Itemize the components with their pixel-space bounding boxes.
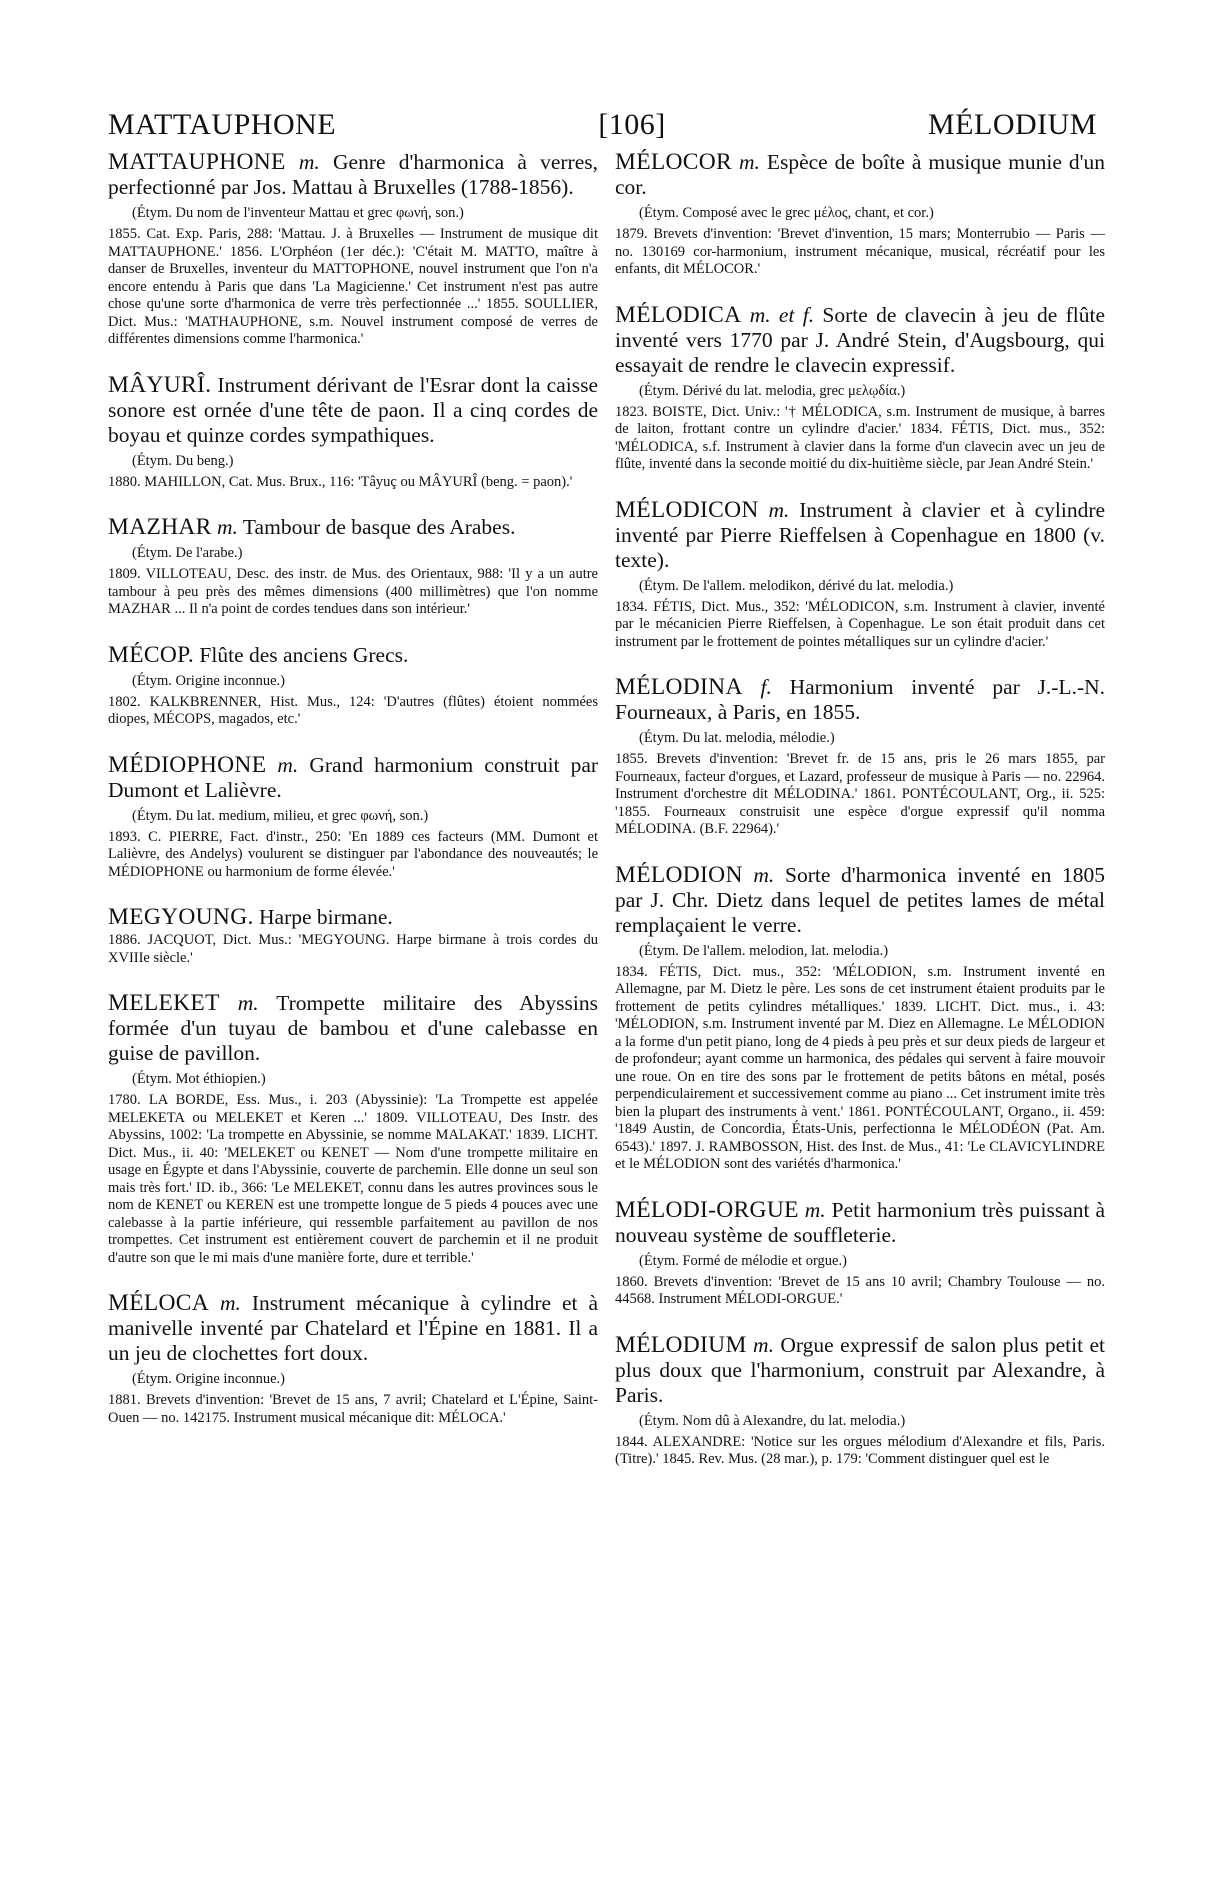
dictionary-entry xyxy=(108,150,598,349)
headword: MÉLODIUM xyxy=(615,1331,747,1358)
definition: Grand harmonium construit par Dumont et Lalièvre. xyxy=(108,752,599,802)
dictionary-entry xyxy=(108,753,598,882)
etymology: (Étym. De l'arabe.) xyxy=(132,545,243,561)
dictionary-entry xyxy=(615,303,1105,474)
etymology: (Étym. De l'allem. melodion, lat. melodia.) xyxy=(639,942,889,959)
headword-line xyxy=(615,1198,1105,1248)
citations: 1844. ALEXANDRE: 'Notice sur les orgues mélodium d'Alexandre et fils, Paris. (Titre).' 1845. Rev. Mus. (28 mar.), p. 179: 'Comment distinguer quel est le xyxy=(615,1433,1105,1467)
headword: MÉLODI-ORGUE xyxy=(615,1196,799,1223)
dictionary-entry xyxy=(108,1291,598,1427)
dictionary-entry xyxy=(615,1333,1105,1469)
citations: 1834. FÉTIS, Dict. mus., 352: 'MÉLODION, s.m. Instrument inventé en Allemagne, par M. Dietz le père. Les sons de cet instrument étaient produits par le frottement de petits cylindres métalliques.' 1839. LICHT. Dict. mus., i. 43: 'MÉLODION, s.m. Instrument inventé par M. Diez en Allemagne. Le MÉLODION a la forme d'un petit piano, long de 4 pieds à peu près et sur deux pieds de largeur et de profondeur; ayant comme un harmonica, des pédales qui servent à faire mouvoir une roue. On en tire des sons par le frottement de petits bâtons en métal, posés perpendiculairement et successivement comme au piano ... Cet instrument imite très bien la plupart des instruments à vent.' 1861. PONTÉCOULANT, Organo., ii. 459: '1849 Austin, de Concordia, États-Unis, perfectionna le MÉLODÉON (Pat. Am. 6543).' 1897. J. RAMBOSSON, Hist. des Inst. de Mus., 41: 'Le CLAVICYLINDRE et le MÉLODION sont des variétés d'harmonica.' xyxy=(615,963,1105,1172)
headword: MÉLODICON xyxy=(615,496,759,523)
definition: Tambour de basque des Arabes. xyxy=(242,515,516,539)
running-head-right: MÉLODIUM xyxy=(928,108,1097,141)
headword-line xyxy=(108,991,598,1066)
headword-line xyxy=(108,1291,598,1366)
grammatical-label: m. et f. xyxy=(749,302,815,327)
headword: MÉLODION xyxy=(615,861,743,888)
citations: 1880. MAHILLON, Cat. Mus. Brux., 116: 'Tâyuç ou MÂYURÎ (beng. = paon).' xyxy=(108,473,573,490)
grammatical-label: m. xyxy=(277,752,299,777)
citations: 1855. Brevets d'invention: 'Brevet fr. de 15 ans, pris le 26 mars 1855, par Fourneaux, facteur d'orgues, et Lazard, professeur de musique à Paris — no. 22964. Instrument d'orchestre dit MÉLODINA.' 1861. PONTÉCOULANT, Org., ii. 525: '1855. Fourneaux construisit une espèce d'orgue expressif qu'il nomma MÉLODINA. (B.F. 22964).' xyxy=(615,751,1105,837)
definition: Orgue expressif de salon plus petit et plus doux que l'harmonium, construit par Alexandre, à Paris. xyxy=(615,1332,1105,1407)
etymology: (Étym. Origine inconnue.) xyxy=(132,672,286,689)
left-column xyxy=(108,150,598,1451)
page-number: [106] xyxy=(598,108,666,141)
grammatical-label: m. xyxy=(753,862,775,887)
dictionary-entry xyxy=(615,150,1105,279)
grammatical-label: m. xyxy=(738,150,760,174)
etymology: (Étym. Du lat. medium, milieu, et grec φωνή, son.) xyxy=(132,807,429,824)
definition: Instrument dérivant de l'Esrar dont la caisse sonore est ornée d'une tête de paon. Il a cinq cordes de boyau et quinze cordes sympathiques. xyxy=(108,372,598,447)
grammatical-label: f. xyxy=(760,675,772,699)
definition: Instrument mécanique à cylindre et à manivelle inventé par Chatelard et l'Épine en 1881. Il a un jeu de clochettes fort doux. xyxy=(108,1291,599,1365)
definition: Sorte d'harmonica inventé en 1805 par J. Chr. Dietz dans lequel de petites lames de métal remplaçaient le verre. xyxy=(615,862,1106,937)
dictionary-entry xyxy=(615,863,1105,1174)
dictionary-entry xyxy=(108,991,598,1267)
etymology: (Étym. Du beng.) xyxy=(132,452,234,469)
etymology: (Étym. Mot éthiopien.) xyxy=(132,1071,266,1087)
headword: MÉLOCOR xyxy=(615,149,732,175)
dictionary-entry xyxy=(108,905,598,967)
citations: 1881. Brevets d'invention: 'Brevet de 15 ans, 7 avril; Chatelard et L'Épine, Saint-Ouen — no. 142175. Instrument musical mécanique dit: MÉLOCA.' xyxy=(108,1392,598,1426)
headword-line xyxy=(615,1333,1105,1408)
grammatical-label: m. xyxy=(768,497,790,522)
definition: Harpe birmane. xyxy=(259,905,393,929)
citations: 1893. C. PIERRE, Fact. d'instr., 250: 'En 1889 ces facteurs (MM. Dumont et Lalièvre, des Andelys) voulurent se distinguer par l'abondance des nouveautés; le MÉDIOPHONE ou harmonium de forme élevée.' xyxy=(108,828,598,880)
etymology: (Étym. Du nom de l'inventeur Mattau et grec φωνή, son.) xyxy=(132,205,464,221)
headword: MÉLOCA xyxy=(108,1290,210,1316)
headword: MÉLODICA xyxy=(615,301,742,328)
citations: 1855. Cat. Exp. Paris, 288: 'Mattau. J. à Bruxelles — Instrument de musique dit MATTAUPHONE.' 1856. L'Orphéon (1er déc.): 'C'était M. MATTO, maître à danser de Bruxelles, inventeur du MATTOPHONE, nouvel instrument que l'on n'a encore entendu à Paris que dans 'La Magicienne.' Cet instrument n'est pas autre chose qu'une sorte d'harmonica de verre très perfectionnée ...' 1855. SOULLIER, Dict. Mus.: 'MATHAUPHONE, s.m. Nouvel instrument composé de verres de différentes dimensions comme l'harmonica.' xyxy=(108,226,598,347)
headword: MÉDIOPHONE xyxy=(108,751,267,778)
running-head-left: MATTAUPHONE xyxy=(108,108,337,141)
dictionary-entry xyxy=(108,373,598,492)
etymology: (Étym. Formé de mélodie et orgue.) xyxy=(639,1252,847,1269)
headword-line xyxy=(615,303,1105,378)
etymology: (Étym. Origine inconnue.) xyxy=(132,1371,286,1387)
etymology: (Étym. De l'allem. melodikon, dérivé du lat. melodia.) xyxy=(639,577,954,594)
headword-line xyxy=(615,863,1105,938)
headword-line xyxy=(108,373,598,448)
citations: 1809. VILLOTEAU, Desc. des instr. de Mus. des Orientaux, 988: 'Il y a un autre tambour à peu près des mêmes dimensions (400 millimètres) que l'on nomme MAZHAR ... Il n'a point de cordes tendues dans son intérieur.' xyxy=(108,566,598,617)
definition: Sorte de clavecin à jeu de flûte inventé vers 1770 par J. André Stein, d'Augsbourg, qui essayait de rendre le clavecin expressif. xyxy=(615,302,1106,377)
citations: 1802. KALKBRENNER, Hist. Mus., 124: 'D'autres (flûtes) étoient nommées diopes, MÉCOPS, magados, etc.' xyxy=(108,693,598,727)
definition: Petit harmonium très puissant à nouveau système de souffleterie. xyxy=(615,1197,1106,1247)
citations: 1886. JACQUOT, Dict. Mus.: 'MEGYOUNG. Harpe birmane à trois cordes du XVIIIe siècle.' xyxy=(108,932,598,966)
headword-line xyxy=(108,515,598,540)
right-column xyxy=(615,150,1105,1493)
headword-line xyxy=(615,498,1105,573)
definition: Flûte des anciens Grecs. xyxy=(199,642,409,667)
grammatical-label: m. xyxy=(217,515,238,539)
etymology: (Étym. Nom dû à Alexandre, du lat. melodia.) xyxy=(639,1412,906,1429)
definition: Trompette militaire des Abyssins formée d'un tuyau de bambou et d'une calebasse en guise de pavillon. xyxy=(108,991,598,1065)
definition: Instrument à clavier et à cylindre inventé par Pierre Rieffelsen à Copenhague en 1800 (v. texte). xyxy=(615,497,1106,572)
grammatical-label: m. xyxy=(753,1332,774,1357)
headword-line xyxy=(108,905,598,930)
definition: Espèce de boîte à musique munie d'un cor. xyxy=(615,150,1106,199)
headword: MATTAUPHONE xyxy=(108,149,286,175)
headword: MÂYURÎ. xyxy=(108,371,212,398)
dictionary-entry xyxy=(615,1198,1105,1309)
etymology: (Étym. Du lat. melodia, mélodie.) xyxy=(639,730,835,746)
citations: 1860. Brevets d'invention: 'Brevet de 15 ans 10 avril; Chambry Toulouse — no. 44568. Instrument MÉLODI-ORGUE.' xyxy=(615,1273,1105,1307)
headword-line xyxy=(615,675,1105,725)
etymology: (Étym. Dérivé du lat. melodia, grec μελῳδία.) xyxy=(639,382,906,399)
citations: 1879. Brevets d'invention: 'Brevet d'invention, 15 mars; Monterrubio — Paris — no. 130169 cor-harmonium, instrument mécanique, musical, récréatif pour les enfants, dit MÉLOCOR.' xyxy=(615,226,1105,277)
grammatical-label: m. xyxy=(220,1291,241,1315)
headword: MELEKET xyxy=(108,990,220,1016)
grammatical-label: m. xyxy=(804,1197,826,1222)
headword-line xyxy=(108,150,598,200)
definition: Harmonium inventé par J.-L.-N. Fourneaux, à Paris, en 1855. xyxy=(615,675,1106,724)
grammatical-label: m. xyxy=(237,991,259,1015)
headword-line xyxy=(615,150,1105,200)
grammatical-label: m. xyxy=(298,150,320,174)
headword-line xyxy=(108,643,598,668)
headword: MÉLODINA xyxy=(615,674,743,700)
headword: MÉCOP. xyxy=(108,641,195,668)
dictionary-entry xyxy=(108,643,598,729)
dictionary-entry xyxy=(108,515,598,619)
headword: MEGYOUNG. xyxy=(108,904,254,930)
citations: 1834. FÉTIS, Dict. Mus., 352: 'MÉLODICON, s.m. Instrument à clavier, inventé par le mécanicien Pierre Rieffelsen, à Copenhague. Le son était produit dans cet instrument par le frottement de pointes métalliques sur un cylindre d'acier.' xyxy=(615,598,1105,650)
running-head xyxy=(108,108,1097,148)
citations: 1780. LA BORDE, Ess. Mus., i. 203 (Abyssinie): 'La Trompette est appelée MELEKETA ou MELEKET et Keren ...' 1809. VILLOTEAU, Des Instr. des Abyssins, 1002: 'La trompette en Abyssinie, se nomme MALAKAT.' 1839. LICHT. Dict. Mus., ii. 40: 'MELEKET ou KENET — Nom d'une trompette militaire en usage en Égypte et dans l'Abyssinie, couverte de parchemin. Elle donne un seul son mais très fort.' ID. ib., 366: 'Le MELEKET, connu dans les autres provinces sous le nom de KENET ou KEREN est une trompette longue de 5 pieds 4 pouces avec une calebasse à la partie inférieure, qui ressemble parfaitement au pavillon de nos trompettes. Cet instrument est entièrement couvert de parchemin et il ne produit d'autre son que le mi mais d'une manière forte, dure et terrible.' xyxy=(108,1092,598,1266)
citations: 1823. BOISTE, Dict. Univ.: '† MÉLODICA, s.m. Instrument de musique, à barres de laiton, frottant contre un cylindre d'acier.' 1834. FÉTIS, Dict. mus., 352: 'MÉLODICA, s.f. Instrument à clavier dans la forme d'un clavecin avec un jeu de flûte, inventé dans la seconde moitié du dix-huitième siècle, par Jean André Stein.' xyxy=(615,403,1105,472)
headword: MAZHAR xyxy=(108,514,212,540)
headword-line xyxy=(108,753,598,803)
etymology: (Étym. Composé avec le grec μέλος, chant, et cor.) xyxy=(639,205,934,221)
dictionary-entry xyxy=(615,675,1105,839)
definition: Genre d'harmonica à verres, perfectionné par Jos. Mattau à Bruxelles (1788-1856). xyxy=(108,150,598,199)
dictionary-entry xyxy=(615,498,1105,652)
